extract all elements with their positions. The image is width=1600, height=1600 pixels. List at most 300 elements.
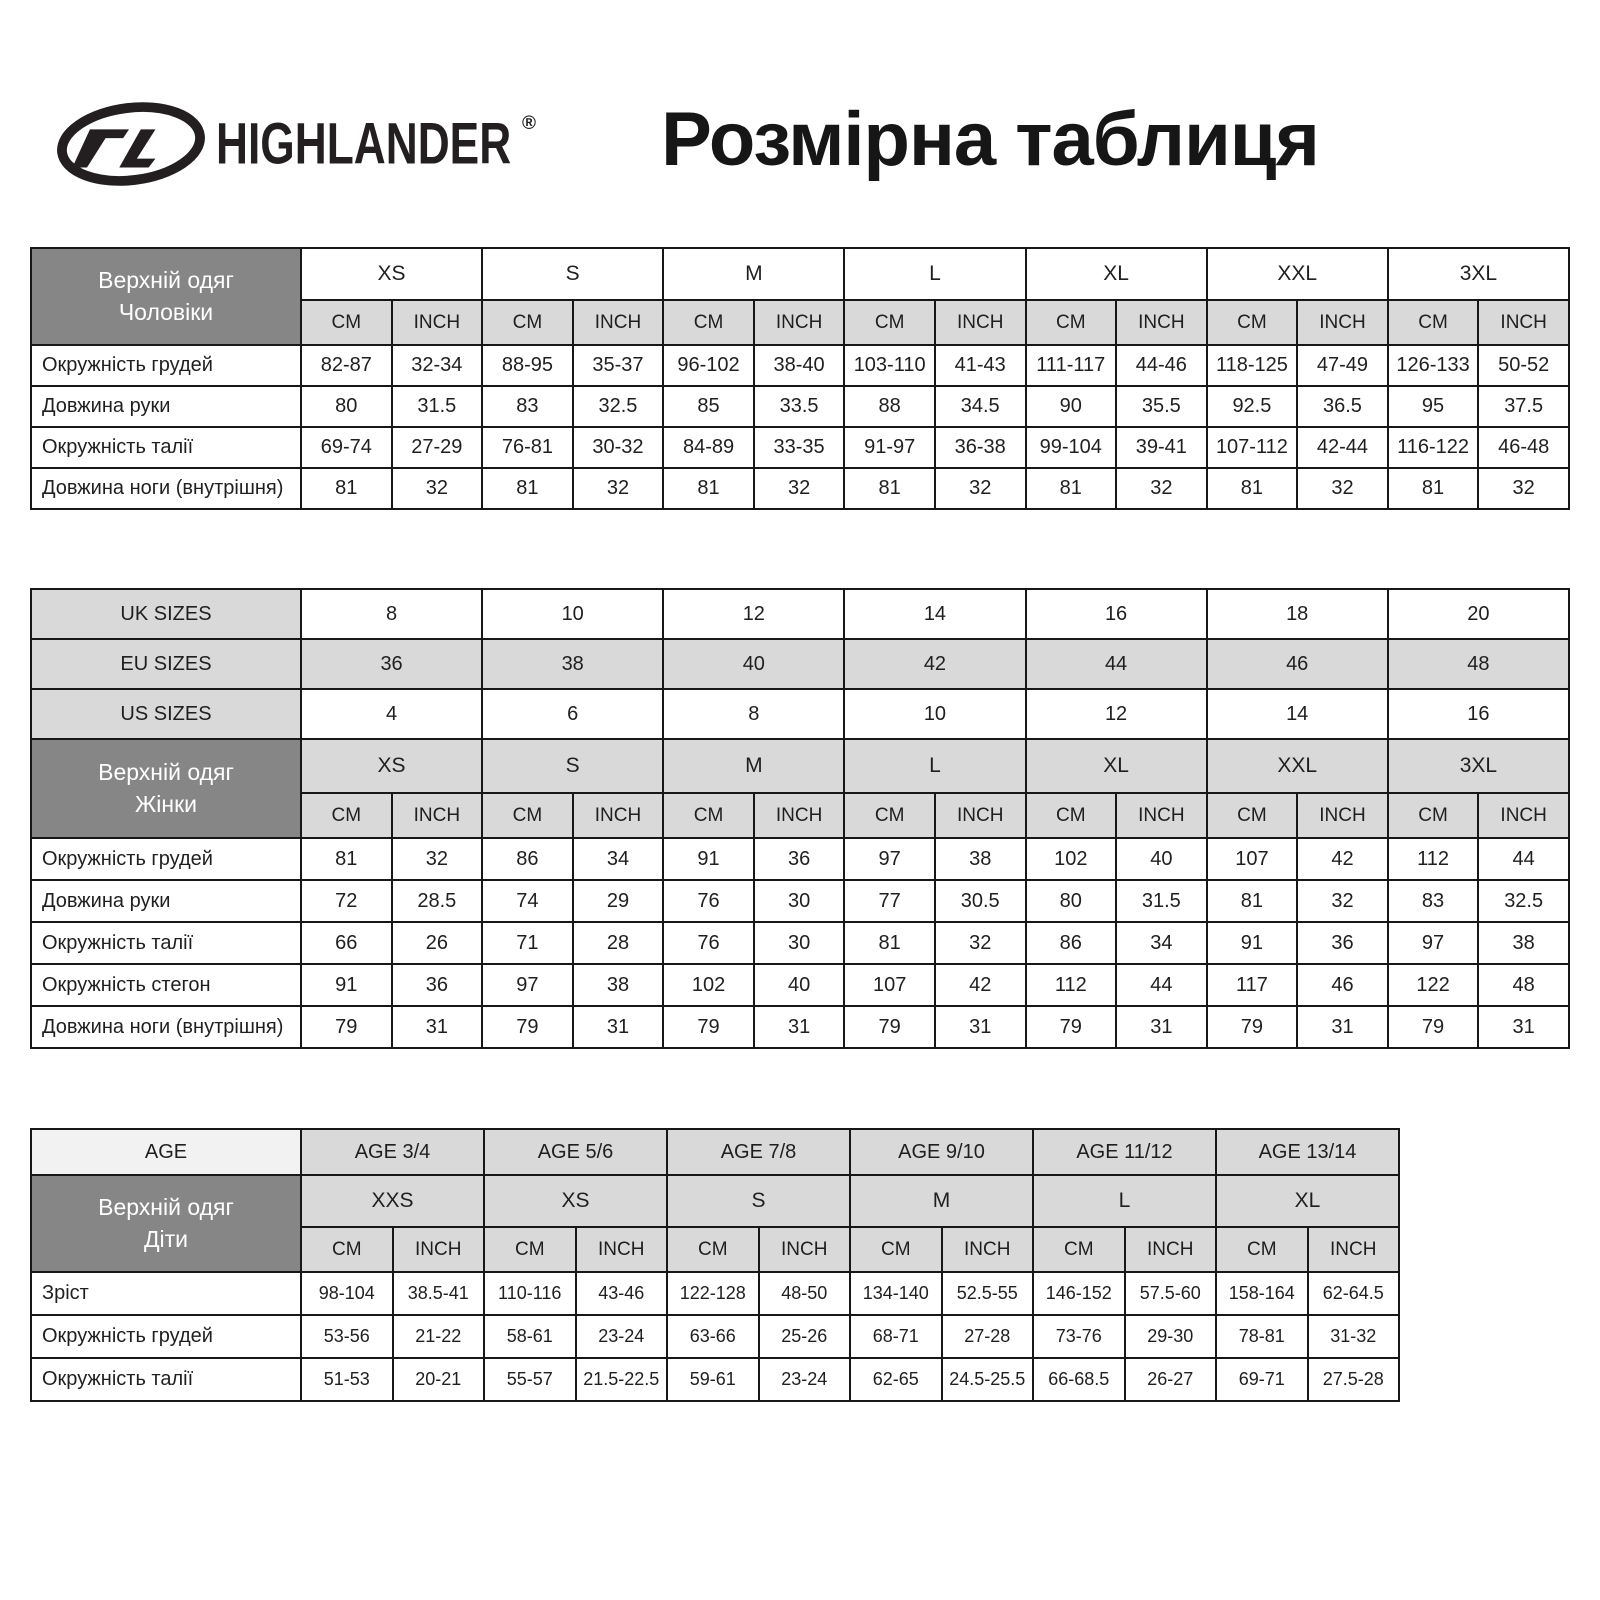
value-cm-cell: 158-164: [1216, 1272, 1308, 1315]
value-inch-cell: 23-24: [576, 1315, 668, 1358]
intl-size-value-cell: 42: [844, 639, 1025, 689]
value-inch-cell: 38.5-41: [393, 1272, 485, 1315]
value-cm-cell: 81: [1207, 468, 1298, 509]
row-label-cell: Довжина ноги (внутрішня): [31, 468, 301, 509]
value-cm-cell: 83: [1388, 880, 1479, 922]
unit-inch-header: INCH: [1116, 300, 1207, 345]
value-inch-cell: 57.5-60: [1125, 1272, 1217, 1315]
value-cm-cell: 69-74: [301, 427, 392, 468]
value-cm-cell: 102: [1026, 838, 1117, 880]
kids-age-header-row: [31, 1129, 1399, 1175]
value-inch-cell: 34: [573, 838, 664, 880]
unit-inch-header: INCH: [1478, 793, 1569, 838]
highlander-emblem-icon: [52, 100, 210, 188]
value-cm-cell: 118-125: [1207, 345, 1298, 386]
value-inch-cell: 31: [1116, 1006, 1207, 1048]
value-cm-cell: 117: [1207, 964, 1298, 1006]
unit-cm-header: CM: [1207, 300, 1298, 345]
intl-size-value-cell: 20: [1388, 589, 1569, 639]
value-inch-cell: 34.5: [935, 386, 1026, 427]
value-inch-cell: 32: [1297, 468, 1388, 509]
value-inch-cell: 35.5: [1116, 386, 1207, 427]
unit-cm-header: CM: [844, 793, 935, 838]
value-inch-cell: 32: [1297, 880, 1388, 922]
value-inch-cell: 38: [1478, 922, 1569, 964]
value-cm-cell: 107-112: [1207, 427, 1298, 468]
unit-cm-header: CM: [844, 300, 935, 345]
unit-inch-header: INCH: [393, 1227, 485, 1272]
unit-inch-header: INCH: [1297, 793, 1388, 838]
kids-sizes-table: [30, 1128, 1400, 1402]
value-inch-cell: 40: [1116, 838, 1207, 880]
value-inch-cell: 42: [935, 964, 1026, 1006]
value-cm-cell: 66-68.5: [1033, 1358, 1125, 1401]
value-cm-cell: 76: [663, 880, 754, 922]
value-inch-cell: 31-32: [1308, 1315, 1400, 1358]
unit-inch-header: INCH: [392, 300, 483, 345]
value-inch-cell: 42: [1297, 838, 1388, 880]
value-cm-cell: 69-71: [1216, 1358, 1308, 1401]
value-inch-cell: 44: [1116, 964, 1207, 1006]
value-inch-cell: 26-27: [1125, 1358, 1217, 1401]
value-cm-cell: 72: [301, 880, 392, 922]
size-header-cell: XXL: [1207, 248, 1388, 300]
size-header-cell: XXL: [1207, 739, 1388, 793]
value-cm-cell: 112: [1388, 838, 1479, 880]
age-header-cell: AGE 13/14: [1216, 1129, 1399, 1175]
value-cm-cell: 126-133: [1388, 345, 1479, 386]
table-title-cell: [31, 739, 301, 838]
intl-size-value-cell: 12: [1026, 689, 1207, 739]
intl-size-value-cell: 14: [844, 589, 1025, 639]
size-header-cell: L: [844, 739, 1025, 793]
value-inch-cell: 52.5-55: [942, 1272, 1034, 1315]
unit-cm-header: CM: [663, 793, 754, 838]
value-cm-cell: 76-81: [482, 427, 573, 468]
table-title-line: Діти: [143, 1225, 189, 1252]
value-inch-cell: 27.5-28: [1308, 1358, 1400, 1401]
value-cm-cell: 107: [844, 964, 935, 1006]
intl-size-value-cell: 38: [482, 639, 663, 689]
value-cm-cell: 86: [1026, 922, 1117, 964]
age-header-cell: AGE 9/10: [850, 1129, 1033, 1175]
value-inch-cell: 33.5: [754, 386, 845, 427]
size-header-cell: S: [667, 1175, 850, 1227]
value-cm-cell: 78-81: [1216, 1315, 1308, 1358]
unit-inch-header: INCH: [935, 793, 1026, 838]
men-data-row: [31, 427, 1569, 468]
value-inch-cell: 32: [392, 468, 483, 509]
value-inch-cell: 31: [392, 1006, 483, 1048]
table-title-line: Верхній одяг: [98, 1194, 234, 1221]
men-size-header-row: [31, 248, 1569, 300]
value-inch-cell: 31: [1478, 1006, 1569, 1048]
value-inch-cell: 32.5: [573, 386, 664, 427]
unit-cm-header: CM: [663, 300, 754, 345]
value-cm-cell: 102: [663, 964, 754, 1006]
value-inch-cell: 31: [573, 1006, 664, 1048]
value-cm-cell: 80: [301, 386, 392, 427]
value-inch-cell: 36-38: [935, 427, 1026, 468]
value-cm-cell: 91: [663, 838, 754, 880]
unit-cm-header: CM: [1388, 793, 1479, 838]
value-inch-cell: 27-28: [942, 1315, 1034, 1358]
value-inch-cell: 24.5-25.5: [942, 1358, 1034, 1401]
unit-cm-header: CM: [301, 1227, 393, 1272]
size-header-cell: XL: [1026, 248, 1207, 300]
table-title-line: Жінки: [135, 790, 197, 817]
value-inch-cell: 29: [573, 880, 664, 922]
value-inch-cell: 28.5: [392, 880, 483, 922]
intl-size-value-cell: 4: [301, 689, 482, 739]
row-label-cell: Окружність стегон: [31, 964, 301, 1006]
value-cm-cell: 97: [844, 838, 935, 880]
value-inch-cell: 36: [392, 964, 483, 1006]
unit-cm-header: CM: [850, 1227, 942, 1272]
size-header-cell: S: [482, 739, 663, 793]
value-inch-cell: 30.5: [935, 880, 1026, 922]
size-header-cell: M: [663, 248, 844, 300]
value-cm-cell: 92.5: [1207, 386, 1298, 427]
unit-cm-header: CM: [482, 300, 573, 345]
kids-size-header-row: [31, 1175, 1399, 1227]
value-inch-cell: 35-37: [573, 345, 664, 386]
value-inch-cell: 26: [392, 922, 483, 964]
value-inch-cell: 32: [1478, 468, 1569, 509]
value-inch-cell: 31: [1297, 1006, 1388, 1048]
size-header-cell: XS: [301, 248, 482, 300]
value-cm-cell: 79: [482, 1006, 573, 1048]
value-cm-cell: 74: [482, 880, 573, 922]
value-cm-cell: 79: [301, 1006, 392, 1048]
intl-size-value-cell: 36: [301, 639, 482, 689]
intl-size-label-cell: EU SIZES: [31, 639, 301, 689]
value-cm-cell: 86: [482, 838, 573, 880]
value-cm-cell: 91: [1207, 922, 1298, 964]
value-inch-cell: 37.5: [1478, 386, 1569, 427]
row-label-cell: Зріст: [31, 1272, 301, 1315]
unit-cm-header: CM: [1033, 1227, 1125, 1272]
intl-sizes-row: [31, 639, 1569, 689]
value-cm-cell: 107: [1207, 838, 1298, 880]
row-label-cell: Окружність талії: [31, 1358, 301, 1401]
value-cm-cell: 66: [301, 922, 392, 964]
value-cm-cell: 81: [663, 468, 754, 509]
page-title: Розмірна таблиця: [661, 97, 1319, 182]
intl-size-value-cell: 16: [1388, 689, 1569, 739]
unit-cm-header: CM: [482, 793, 573, 838]
value-inch-cell: 41-43: [935, 345, 1026, 386]
unit-inch-header: INCH: [573, 793, 664, 838]
value-cm-cell: 97: [482, 964, 573, 1006]
value-cm-cell: 88-95: [482, 345, 573, 386]
registered-trademark-icon: ®: [522, 113, 536, 134]
value-inch-cell: 32: [754, 468, 845, 509]
row-label-cell: Окружність грудей: [31, 345, 301, 386]
value-inch-cell: 47-49: [1297, 345, 1388, 386]
value-cm-cell: 99-104: [1026, 427, 1117, 468]
unit-inch-header: INCH: [935, 300, 1026, 345]
row-label-cell: Довжина руки: [31, 880, 301, 922]
unit-inch-header: INCH: [754, 300, 845, 345]
row-label-cell: Окружність грудей: [31, 838, 301, 880]
value-cm-cell: 55-57: [484, 1358, 576, 1401]
value-cm-cell: 79: [1207, 1006, 1298, 1048]
value-cm-cell: 91: [301, 964, 392, 1006]
value-inch-cell: 62-64.5: [1308, 1272, 1400, 1315]
unit-inch-header: INCH: [1297, 300, 1388, 345]
intl-size-label-cell: US SIZES: [31, 689, 301, 739]
size-header-cell: XL: [1216, 1175, 1399, 1227]
value-inch-cell: 44-46: [1116, 345, 1207, 386]
value-inch-cell: 48: [1478, 964, 1569, 1006]
value-cm-cell: 81: [482, 468, 573, 509]
intl-size-value-cell: 14: [1207, 689, 1388, 739]
value-inch-cell: 50-52: [1478, 345, 1569, 386]
unit-cm-header: CM: [1216, 1227, 1308, 1272]
table-title-line: Чоловіки: [118, 298, 214, 325]
value-cm-cell: 111-117: [1026, 345, 1117, 386]
value-cm-cell: 97: [1388, 922, 1479, 964]
value-cm-cell: 62-65: [850, 1358, 942, 1401]
age-header-cell: AGE 5/6: [484, 1129, 667, 1175]
value-cm-cell: 122-128: [667, 1272, 759, 1315]
value-inch-cell: 30-32: [573, 427, 664, 468]
value-cm-cell: 63-66: [667, 1315, 759, 1358]
kids-data-row: [31, 1315, 1399, 1358]
value-cm-cell: 79: [663, 1006, 754, 1048]
kids-data-row: [31, 1272, 1399, 1315]
value-inch-cell: 40: [754, 964, 845, 1006]
row-label-cell: Окружність талії: [31, 922, 301, 964]
unit-inch-header: INCH: [1478, 300, 1569, 345]
size-header-cell: S: [482, 248, 663, 300]
value-cm-cell: 68-71: [850, 1315, 942, 1358]
value-inch-cell: 36: [1297, 922, 1388, 964]
value-inch-cell: 21.5-22.5: [576, 1358, 668, 1401]
intl-size-value-cell: 18: [1207, 589, 1388, 639]
value-cm-cell: 79: [1388, 1006, 1479, 1048]
intl-size-label-cell: UK SIZES: [31, 589, 301, 639]
value-inch-cell: 30: [754, 880, 845, 922]
value-cm-cell: 82-87: [301, 345, 392, 386]
row-label-cell: Окружність грудей: [31, 1315, 301, 1358]
value-inch-cell: 32: [935, 468, 1026, 509]
value-inch-cell: 36.5: [1297, 386, 1388, 427]
value-cm-cell: 122: [1388, 964, 1479, 1006]
size-header-cell: 3XL: [1388, 739, 1569, 793]
highlander-logo: [52, 98, 590, 190]
intl-size-value-cell: 10: [482, 589, 663, 639]
value-cm-cell: 58-61: [484, 1315, 576, 1358]
value-cm-cell: 81: [1207, 880, 1298, 922]
men-data-row: [31, 468, 1569, 509]
value-inch-cell: 31.5: [1116, 880, 1207, 922]
men-data-row: [31, 386, 1569, 427]
unit-inch-header: INCH: [576, 1227, 668, 1272]
unit-cm-header: CM: [301, 300, 392, 345]
unit-cm-header: CM: [667, 1227, 759, 1272]
intl-size-value-cell: 12: [663, 589, 844, 639]
unit-inch-header: INCH: [1116, 793, 1207, 838]
value-cm-cell: 71: [482, 922, 573, 964]
intl-size-value-cell: 10: [844, 689, 1025, 739]
unit-inch-header: INCH: [754, 793, 845, 838]
unit-inch-header: INCH: [1125, 1227, 1217, 1272]
women-size-header-row: [31, 739, 1569, 793]
intl-sizes-row: [31, 589, 1569, 639]
value-inch-cell: 31: [754, 1006, 845, 1048]
value-cm-cell: 116-122: [1388, 427, 1479, 468]
unit-inch-header: INCH: [392, 793, 483, 838]
table-title-line: Верхній одяг: [98, 267, 234, 294]
value-inch-cell: 36: [754, 838, 845, 880]
intl-size-value-cell: 8: [301, 589, 482, 639]
value-inch-cell: 20-21: [393, 1358, 485, 1401]
row-label-cell: Довжина ноги (внутрішня): [31, 1006, 301, 1048]
value-cm-cell: 134-140: [850, 1272, 942, 1315]
value-cm-cell: 77: [844, 880, 935, 922]
value-cm-cell: 51-53: [301, 1358, 393, 1401]
table-title-cell: [31, 248, 301, 345]
intl-size-value-cell: 16: [1026, 589, 1207, 639]
women-data-row: [31, 922, 1569, 964]
table-title-cell: [31, 1175, 301, 1272]
value-cm-cell: 84-89: [663, 427, 754, 468]
value-inch-cell: 27-29: [392, 427, 483, 468]
size-header-cell: L: [1033, 1175, 1216, 1227]
value-inch-cell: 38: [935, 838, 1026, 880]
value-inch-cell: 30: [754, 922, 845, 964]
unit-cm-header: CM: [1026, 793, 1117, 838]
unit-cm-header: CM: [301, 793, 392, 838]
value-cm-cell: 79: [1026, 1006, 1117, 1048]
intl-size-value-cell: 46: [1207, 639, 1388, 689]
unit-inch-header: INCH: [573, 300, 664, 345]
men-data-row: [31, 345, 1569, 386]
size-header-cell: XS: [301, 739, 482, 793]
value-inch-cell: 32.5: [1478, 880, 1569, 922]
unit-cm-header: CM: [1026, 300, 1117, 345]
value-inch-cell: 31: [935, 1006, 1026, 1048]
value-inch-cell: 42-44: [1297, 427, 1388, 468]
value-inch-cell: 23-24: [759, 1358, 851, 1401]
intl-sizes-row: [31, 689, 1569, 739]
size-header-cell: M: [850, 1175, 1033, 1227]
value-inch-cell: 32-34: [392, 345, 483, 386]
value-cm-cell: 73-76: [1033, 1315, 1125, 1358]
value-inch-cell: 28: [573, 922, 664, 964]
value-cm-cell: 98-104: [301, 1272, 393, 1315]
value-inch-cell: 46: [1297, 964, 1388, 1006]
table-title-line: Верхній одяг: [98, 759, 234, 786]
row-label-cell: Довжина руки: [31, 386, 301, 427]
value-cm-cell: 95: [1388, 386, 1479, 427]
value-cm-cell: 88: [844, 386, 935, 427]
value-inch-cell: 39-41: [1116, 427, 1207, 468]
unit-inch-header: INCH: [942, 1227, 1034, 1272]
value-inch-cell: 38-40: [754, 345, 845, 386]
intl-size-value-cell: 48: [1388, 639, 1569, 689]
value-inch-cell: 43-46: [576, 1272, 668, 1315]
value-cm-cell: 81: [1026, 468, 1117, 509]
unit-inch-header: INCH: [1308, 1227, 1400, 1272]
value-cm-cell: 112: [1026, 964, 1117, 1006]
age-label-cell: AGE: [31, 1129, 301, 1175]
size-header-cell: L: [844, 248, 1025, 300]
size-header-cell: XS: [484, 1175, 667, 1227]
women-data-row: [31, 838, 1569, 880]
intl-size-value-cell: 40: [663, 639, 844, 689]
row-label-cell: Окружність талії: [31, 427, 301, 468]
age-header-cell: AGE 3/4: [301, 1129, 484, 1175]
value-cm-cell: 53-56: [301, 1315, 393, 1358]
intl-size-value-cell: 44: [1026, 639, 1207, 689]
men-sizes-table: [30, 247, 1570, 510]
page-header: [0, 0, 1600, 220]
size-header-cell: XL: [1026, 739, 1207, 793]
brand-name: HIGHLANDER: [216, 111, 512, 177]
value-inch-cell: 25-26: [759, 1315, 851, 1358]
value-cm-cell: 81: [1388, 468, 1479, 509]
value-cm-cell: 80: [1026, 880, 1117, 922]
size-header-cell: XXS: [301, 1175, 484, 1227]
value-inch-cell: 32: [935, 922, 1026, 964]
value-cm-cell: 91-97: [844, 427, 935, 468]
value-inch-cell: 32: [392, 838, 483, 880]
value-cm-cell: 103-110: [844, 345, 935, 386]
value-inch-cell: 31.5: [392, 386, 483, 427]
value-cm-cell: 76: [663, 922, 754, 964]
value-inch-cell: 44: [1478, 838, 1569, 880]
kids-data-row: [31, 1358, 1399, 1401]
value-cm-cell: 85: [663, 386, 754, 427]
value-inch-cell: 46-48: [1478, 427, 1569, 468]
value-cm-cell: 110-116: [484, 1272, 576, 1315]
unit-cm-header: CM: [484, 1227, 576, 1272]
value-inch-cell: 32: [573, 468, 664, 509]
age-header-cell: AGE 11/12: [1033, 1129, 1216, 1175]
value-cm-cell: 90: [1026, 386, 1117, 427]
value-cm-cell: 83: [482, 386, 573, 427]
value-cm-cell: 81: [844, 468, 935, 509]
value-inch-cell: 34: [1116, 922, 1207, 964]
value-inch-cell: 38: [573, 964, 664, 1006]
intl-size-value-cell: 6: [482, 689, 663, 739]
value-inch-cell: 33-35: [754, 427, 845, 468]
women-data-row: [31, 880, 1569, 922]
size-header-cell: M: [663, 739, 844, 793]
value-inch-cell: 32: [1116, 468, 1207, 509]
value-inch-cell: 29-30: [1125, 1315, 1217, 1358]
women-sizes-table: [30, 588, 1570, 1049]
value-cm-cell: 146-152: [1033, 1272, 1125, 1315]
value-cm-cell: 81: [301, 838, 392, 880]
value-inch-cell: 21-22: [393, 1315, 485, 1358]
value-cm-cell: 96-102: [663, 345, 754, 386]
value-cm-cell: 81: [301, 468, 392, 509]
unit-cm-header: CM: [1388, 300, 1479, 345]
unit-cm-header: CM: [1207, 793, 1298, 838]
unit-inch-header: INCH: [759, 1227, 851, 1272]
value-cm-cell: 81: [844, 922, 935, 964]
intl-size-value-cell: 8: [663, 689, 844, 739]
women-data-row: [31, 964, 1569, 1006]
size-header-cell: 3XL: [1388, 248, 1569, 300]
value-cm-cell: 59-61: [667, 1358, 759, 1401]
value-cm-cell: 79: [844, 1006, 935, 1048]
women-data-row: [31, 1006, 1569, 1048]
